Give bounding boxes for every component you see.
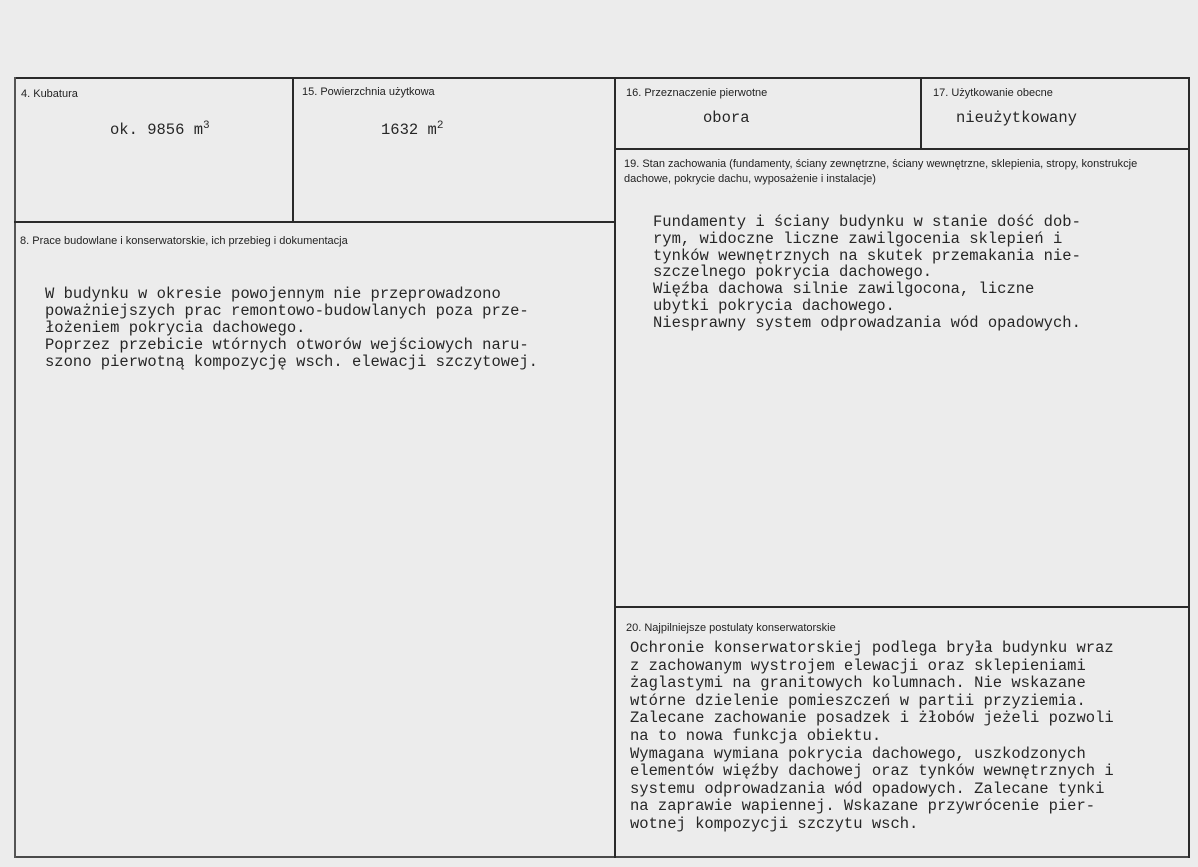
- postulaty-line: Ochronie konserwatorskiej podlega bryła budynku wraz: [630, 639, 1114, 657]
- kubatura-number: ok. 9856 m: [110, 121, 204, 140]
- prace-line: W budynku w okresie powojennym nie przeprowadzono: [45, 285, 501, 303]
- postulaty-line: elementów więźby dachowej oraz tynków wewnętrznych i: [630, 762, 1114, 781]
- stan-zachowania-label: 19. Stan zachowania (fundamenty, ściany zewnętrzne, ściany wewnętrzne, sklepienia, stropy, konstrukcje dachowe, pokrycie dachu, wyposażenie i instalacje): [624, 158, 1138, 185]
- prace-line: łożeniem pokrycia dachowego.: [45, 319, 306, 337]
- postulaty-line: żaglastymi na granitowych kolumnach. Nie wskazane: [630, 674, 1086, 693]
- powierzchnia-label: 15. Powierzchnia użytkowa: [302, 86, 435, 98]
- stan-line: rym, widoczne liczne zawilgocenia sklepień i: [653, 229, 1063, 248]
- prace-line: szono pierwotną kompozycję wsch. elewacji szczytowej.: [45, 353, 538, 371]
- postulaty-line: na to nowa funkcja obiektu.: [630, 726, 882, 745]
- stan-line: Niesprawny system odprowadzania wód opadowych.: [653, 313, 1081, 332]
- right-rule: [1188, 77, 1190, 858]
- rule-under-4-15: [14, 221, 616, 223]
- postulaty-line: Zalecane zachowanie posadzek i żłobów jeżeli pozwoli: [630, 709, 1114, 728]
- postulaty-text: [630, 640, 1114, 834]
- uzytkowanie-label: 17. Użytkowanie obecne: [933, 87, 1053, 99]
- powierzchnia-number: 1632 m: [381, 121, 437, 140]
- powierzchnia-exponent: 2: [436, 120, 444, 132]
- postulaty-line: systemu odprowadzania wód opadowych. Zalecane tynki: [630, 779, 1105, 798]
- postulaty-line: wtórne dzielenie pomieszczeń w partii przyziemia.: [630, 691, 1086, 710]
- przeznaczenie-value: obora: [703, 109, 750, 127]
- stan-line: tynków wewnętrznych na skutek przemakania nie-: [653, 246, 1081, 265]
- prace-line: poważniejszych prac remontowo-budowlanych poza prze-: [45, 302, 529, 320]
- bottom-rule: [14, 856, 1190, 858]
- postulaty-line: Wymagana wymiana pokrycia dachowego, uszkodzonych: [630, 744, 1086, 763]
- stan-line: Więźba dachowa silnie zawilgocona, liczne: [653, 280, 1035, 299]
- divider-kubatura: [292, 77, 294, 223]
- prace-budowlane-label: 8. Prace budowlane i konserwatorskie, ich przebieg i dokumentacja: [20, 235, 348, 247]
- stan-line: ubytki pokrycia dachowego.: [653, 296, 895, 315]
- postulaty-label: 20. Najpilniejsze postulaty konserwatorskie: [626, 622, 836, 634]
- kubatura-label: 4. Kubatura: [21, 88, 78, 100]
- postulaty-line: na zaprawie wapiennej. Wskazane przywrócenie pier-: [630, 797, 1096, 816]
- prace-line: Poprzez przebicie wtórnych otworów wejściowych naru-: [45, 336, 529, 354]
- kubatura-exponent: 3: [203, 120, 210, 132]
- postulaty-line: z zachowanym wystrojem elewacji oraz sklepieniami: [630, 656, 1086, 675]
- powierzchnia-value: [381, 118, 443, 139]
- rule-under-16-17: [614, 148, 1190, 150]
- stan-zachowania-text: [653, 214, 1081, 332]
- stan-line: szczelnego pokrycia dachowego.: [653, 263, 933, 282]
- przeznaczenie-label: 16. Przeznaczenie pierwotne: [626, 87, 768, 99]
- divider-przeznaczenie: [920, 77, 922, 148]
- prace-budowlane-text: [45, 286, 538, 371]
- kubatura-value: [110, 118, 210, 139]
- postulaty-line: wotnej kompozycji szczytu wsch.: [630, 814, 919, 833]
- stan-line: Fundamenty i ściany budynku w stanie dość dob-: [653, 213, 1081, 231]
- left-rule: [14, 77, 16, 858]
- top-rule: [14, 77, 1190, 79]
- divider-center: [614, 77, 616, 858]
- uzytkowanie-value: nieużytkowany: [956, 109, 1077, 127]
- rule-above-20: [614, 606, 1190, 608]
